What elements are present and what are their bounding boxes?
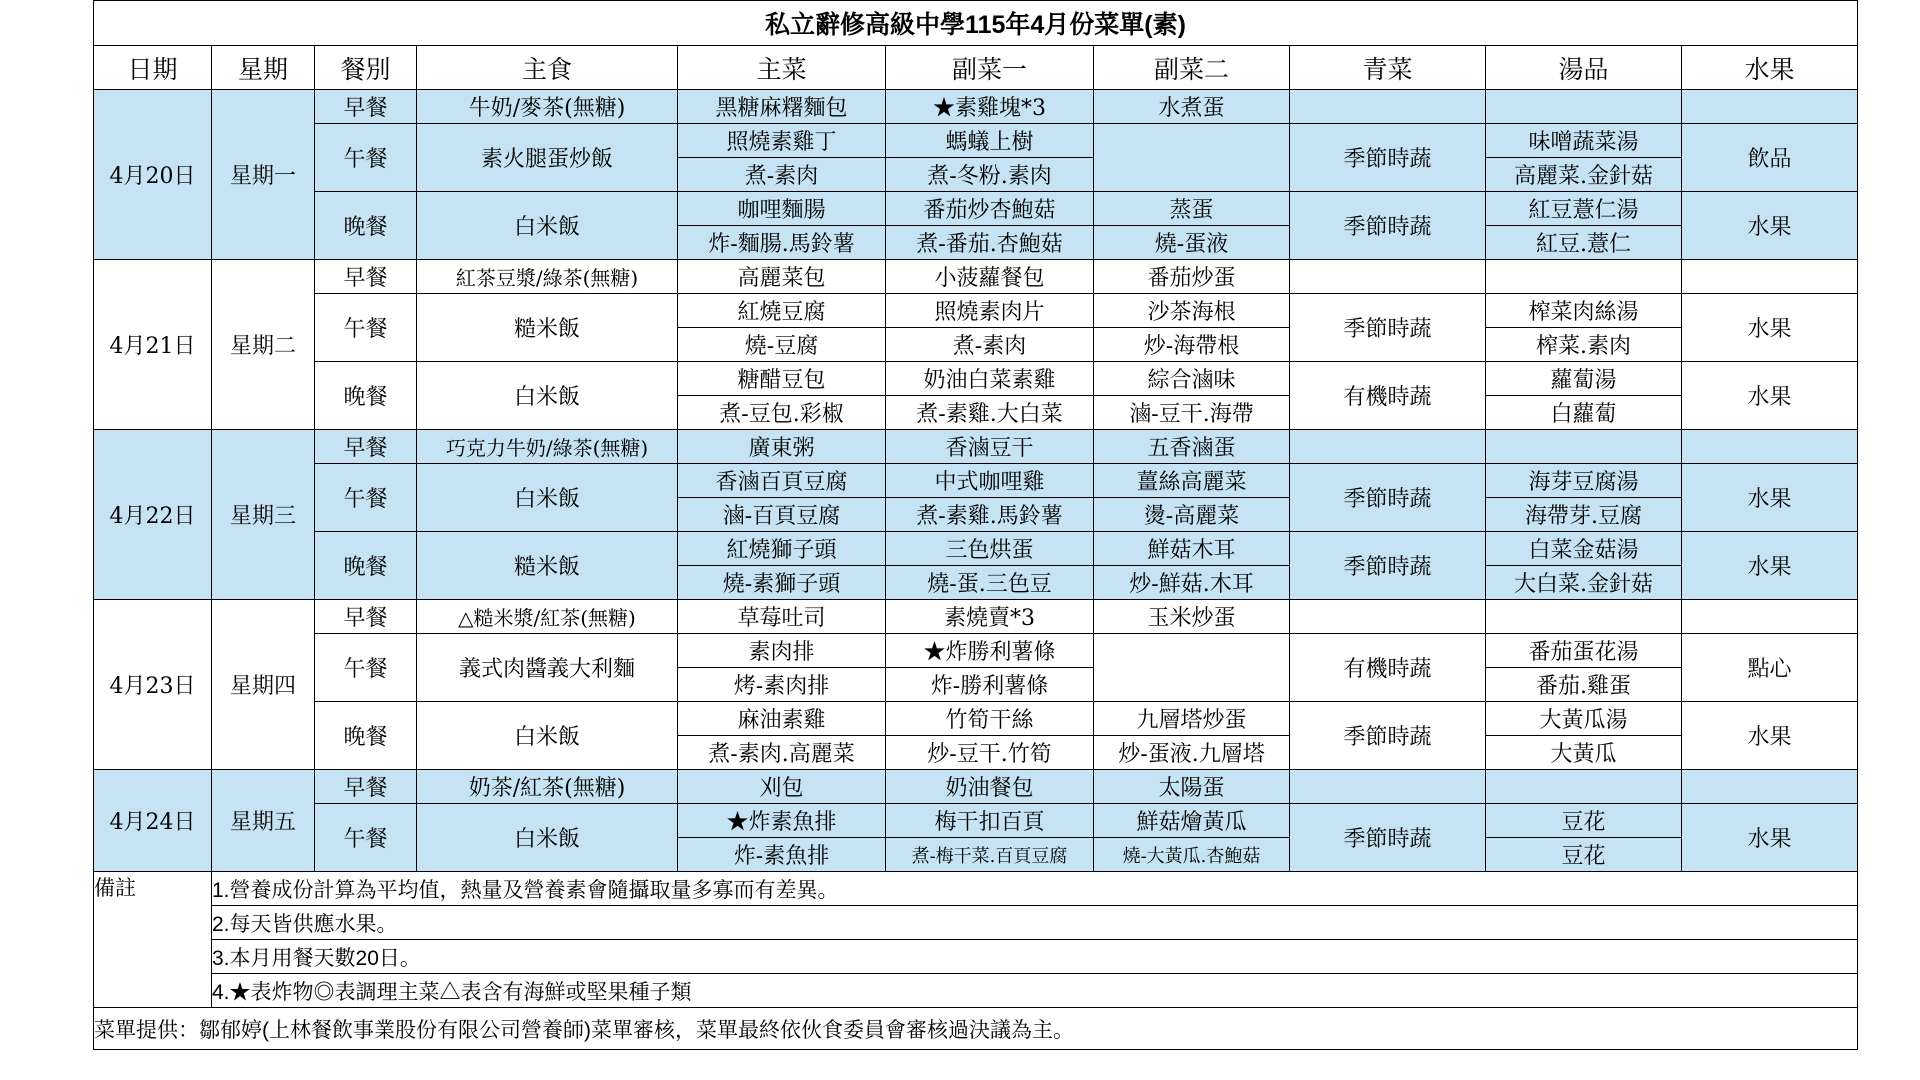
main-dish-cell: 刈包: [678, 770, 886, 804]
side-dish-1-cell: 螞蟻上樹: [886, 124, 1094, 158]
fruit-cell: 水果: [1682, 362, 1858, 430]
soup-cell: [1486, 600, 1682, 634]
staple-cell: 義式肉醬義大利麵: [417, 634, 678, 702]
side-dish-1-cell: 奶油餐包: [886, 770, 1094, 804]
side-dish-2-cell: [1094, 124, 1290, 192]
main-dish-cell: 咖哩麵腸: [678, 192, 886, 226]
soup-ingredients: 大白菜.金針菇: [1486, 566, 1682, 600]
soup-cell: 大黃瓜湯: [1486, 702, 1682, 736]
soup-cell: [1486, 260, 1682, 294]
side-dish-2-cell: 太陽蛋: [1094, 770, 1290, 804]
meal-label: 晚餐: [315, 192, 417, 260]
soup-ingredients: 白蘿蔔: [1486, 396, 1682, 430]
staple-cell: 糙米飯: [417, 532, 678, 600]
side-dish-1-cell: 小菠蘿餐包: [886, 260, 1094, 294]
side-dish-1-cell: ★素雞塊*3: [886, 90, 1094, 124]
meal-label: 早餐: [315, 600, 417, 634]
soup-ingredients: 大黃瓜: [1486, 736, 1682, 770]
column-header-main-dish: 主菜: [678, 46, 886, 90]
soup-ingredients: 海帶芽.豆腐: [1486, 498, 1682, 532]
meal-label: 早餐: [315, 770, 417, 804]
fruit-cell: [1682, 770, 1858, 804]
side-dish-1-ingredients: 煮-梅干菜.百頁豆腐: [886, 838, 1094, 872]
staple-cell: 白米飯: [417, 804, 678, 872]
fruit-cell: [1682, 260, 1858, 294]
date-cell: 4月24日: [94, 770, 212, 872]
main-dish-ingredients: 炸-麵腸.馬鈴薯: [678, 226, 886, 260]
staple-cell: 紅茶豆漿/綠茶(無糖): [417, 260, 678, 294]
fruit-cell: 點心: [1682, 634, 1858, 702]
fruit-cell: 水果: [1682, 702, 1858, 770]
fruit-cell: 飲品: [1682, 124, 1858, 192]
vegetable-cell: 有機時蔬: [1290, 634, 1486, 702]
side-dish-1-cell: 竹筍干絲: [886, 702, 1094, 736]
side-dish-2-ingredients: 燒-蛋液: [1094, 226, 1290, 260]
fruit-cell: 水果: [1682, 532, 1858, 600]
note-text: 1.營養成份計算為平均值，熱量及營養素會隨攝取量多寡而有差異。: [212, 872, 1858, 906]
side-dish-2-cell: 玉米炒蛋: [1094, 600, 1290, 634]
weekday-cell: 星期三: [212, 430, 315, 600]
side-dish-1-cell: 中式咖哩雞: [886, 464, 1094, 498]
staple-cell: 奶茶/紅茶(無糖): [417, 770, 678, 804]
vegetable-cell: [1290, 430, 1486, 464]
menu-row: [94, 430, 1858, 464]
side-dish-2-cell: 鮮菇燴黃瓜: [1094, 804, 1290, 838]
side-dish-2-ingredients: 滷-豆干.海帶: [1094, 396, 1290, 430]
soup-cell: 白菜金菇湯: [1486, 532, 1682, 566]
column-header-fruit: 水果: [1682, 46, 1858, 90]
soup-cell: [1486, 770, 1682, 804]
fruit-cell: [1682, 90, 1858, 124]
column-header-weekday: 星期: [212, 46, 315, 90]
weekday-cell: 星期五: [212, 770, 315, 872]
note-row: [94, 974, 1858, 1008]
main-dish-cell: 麻油素雞: [678, 702, 886, 736]
main-dish-cell: 廣東粥: [678, 430, 886, 464]
side-dish-2-ingredients: 炒-海帶根: [1094, 328, 1290, 362]
main-dish-ingredients: 滷-百頁豆腐: [678, 498, 886, 532]
side-dish-2-cell: 水煮蛋: [1094, 90, 1290, 124]
main-dish-cell: 素肉排: [678, 634, 886, 668]
side-dish-2-cell: 五香滷蛋: [1094, 430, 1290, 464]
side-dish-1-ingredients: 燒-蛋.三色豆: [886, 566, 1094, 600]
side-dish-2-ingredients: 炒-蛋液.九層塔: [1094, 736, 1290, 770]
vegetable-cell: 季節時蔬: [1290, 294, 1486, 362]
main-dish-cell: 草莓吐司: [678, 600, 886, 634]
vegetable-cell: [1290, 90, 1486, 124]
menu-row: [94, 634, 1858, 668]
main-dish-cell: 黑糖麻糬麵包: [678, 90, 886, 124]
side-dish-2-ingredients: 燙-高麗菜: [1094, 498, 1290, 532]
note-text: 3.本月用餐天數20日。: [212, 940, 1858, 974]
side-dish-2-cell: 番茄炒蛋: [1094, 260, 1290, 294]
main-dish-ingredients: 煮-豆包.彩椒: [678, 396, 886, 430]
fruit-cell: [1682, 600, 1858, 634]
menu-row: [94, 90, 1858, 124]
column-header-vegetable: 青菜: [1290, 46, 1486, 90]
vegetable-cell: [1290, 260, 1486, 294]
vegetable-cell: 季節時蔬: [1290, 532, 1486, 600]
header-row: [94, 46, 1858, 90]
column-header-soup: 湯品: [1486, 46, 1682, 90]
soup-ingredients: 豆花: [1486, 838, 1682, 872]
weekday-cell: 星期二: [212, 260, 315, 430]
fruit-cell: 水果: [1682, 804, 1858, 872]
fruit-cell: [1682, 430, 1858, 464]
side-dish-2-cell: 薑絲高麗菜: [1094, 464, 1290, 498]
side-dish-2-cell: [1094, 634, 1290, 702]
weekday-cell: 星期一: [212, 90, 315, 260]
footer-text: 菜單提供：鄒郁婷(上林餐飲事業股份有限公司營養師)菜單審核，菜單最終依伙食委員會審核過決議為主。: [94, 1008, 1858, 1050]
vegetable-cell: 季節時蔬: [1290, 192, 1486, 260]
side-dish-1-ingredients: 煮-素雞.馬鈴薯: [886, 498, 1094, 532]
notes-label: 備註: [94, 872, 212, 1008]
side-dish-1-cell: 奶油白菜素雞: [886, 362, 1094, 396]
date-cell: 4月20日: [94, 90, 212, 260]
meal-label: 午餐: [315, 634, 417, 702]
fruit-cell: 水果: [1682, 294, 1858, 362]
staple-cell: 白米飯: [417, 192, 678, 260]
side-dish-2-ingredients: 燒-大黃瓜.杏鮑菇: [1094, 838, 1290, 872]
meal-label: 午餐: [315, 294, 417, 362]
soup-ingredients: 紅豆.薏仁: [1486, 226, 1682, 260]
staple-cell: △糙米漿/紅茶(無糖): [417, 600, 678, 634]
menu-row: [94, 464, 1858, 498]
side-dish-1-ingredients: 煮-番茄.杏鮑菇: [886, 226, 1094, 260]
main-dish-ingredients: 燒-豆腐: [678, 328, 886, 362]
side-dish-2-cell: 綜合滷味: [1094, 362, 1290, 396]
menu-row: [94, 532, 1858, 566]
soup-cell: [1486, 430, 1682, 464]
side-dish-2-ingredients: 炒-鮮菇.木耳: [1094, 566, 1290, 600]
menu-row: [94, 600, 1858, 634]
side-dish-1-ingredients: 煮-素雞.大白菜: [886, 396, 1094, 430]
staple-cell: 素火腿蛋炒飯: [417, 124, 678, 192]
column-header-meal: 餐別: [315, 46, 417, 90]
main-dish-ingredients: 烤-素肉排: [678, 668, 886, 702]
staple-cell: 巧克力牛奶/綠茶(無糖): [417, 430, 678, 464]
main-dish-cell: 紅燒獅子頭: [678, 532, 886, 566]
note-row: [94, 906, 1858, 940]
column-header-staple: 主食: [417, 46, 678, 90]
menu-sheet: [93, 0, 1858, 1050]
menu-row: [94, 702, 1858, 736]
vegetable-cell: [1290, 600, 1486, 634]
meal-label: 早餐: [315, 430, 417, 464]
page-title: 私立辭修高級中學115年4月份菜單(素): [94, 1, 1858, 46]
vegetable-cell: 季節時蔬: [1290, 702, 1486, 770]
side-dish-1-cell: ★炸勝利薯條: [886, 634, 1094, 668]
soup-cell: 紅豆薏仁湯: [1486, 192, 1682, 226]
side-dish-1-cell: 三色烘蛋: [886, 532, 1094, 566]
menu-row: [94, 124, 1858, 158]
note-row: [94, 872, 1858, 906]
soup-cell: 味噌蔬菜湯: [1486, 124, 1682, 158]
main-dish-cell: 香滷百頁豆腐: [678, 464, 886, 498]
side-dish-1-cell: 照燒素肉片: [886, 294, 1094, 328]
vegetable-cell: 季節時蔬: [1290, 124, 1486, 192]
date-cell: 4月22日: [94, 430, 212, 600]
side-dish-1-cell: 素燒賣*3: [886, 600, 1094, 634]
meal-label: 午餐: [315, 804, 417, 872]
vegetable-cell: [1290, 770, 1486, 804]
menu-row: [94, 770, 1858, 804]
meal-label: 午餐: [315, 124, 417, 192]
soup-cell: [1486, 90, 1682, 124]
staple-cell: 糙米飯: [417, 294, 678, 362]
vegetable-cell: 季節時蔬: [1290, 464, 1486, 532]
note-text: 2.每天皆供應水果。: [212, 906, 1858, 940]
side-dish-1-cell: 香滷豆干: [886, 430, 1094, 464]
menu-row: [94, 294, 1858, 328]
soup-cell: 海芽豆腐湯: [1486, 464, 1682, 498]
footer-row: [94, 1008, 1858, 1050]
side-dish-1-ingredients: 炸-勝利薯條: [886, 668, 1094, 702]
side-dish-1-ingredients: 煮-冬粉.素肉: [886, 158, 1094, 192]
soup-ingredients: 番茄.雞蛋: [1486, 668, 1682, 702]
main-dish-cell: 紅燒豆腐: [678, 294, 886, 328]
soup-cell: 番茄蛋花湯: [1486, 634, 1682, 668]
menu-row: [94, 804, 1858, 838]
side-dish-1-cell: 番茄炒杏鮑菇: [886, 192, 1094, 226]
main-dish-ingredients: 炸-素魚排: [678, 838, 886, 872]
meal-label: 早餐: [315, 260, 417, 294]
side-dish-2-cell: 九層塔炒蛋: [1094, 702, 1290, 736]
fruit-cell: 水果: [1682, 464, 1858, 532]
menu-row: [94, 260, 1858, 294]
side-dish-1-ingredients: 煮-素肉: [886, 328, 1094, 362]
meal-label: 午餐: [315, 464, 417, 532]
soup-cell: 榨菜肉絲湯: [1486, 294, 1682, 328]
side-dish-2-cell: 沙茶海根: [1094, 294, 1290, 328]
staple-cell: 白米飯: [417, 362, 678, 430]
side-dish-1-cell: 梅干扣百頁: [886, 804, 1094, 838]
main-dish-ingredients: 煮-素肉.高麗菜: [678, 736, 886, 770]
soup-cell: 蘿蔔湯: [1486, 362, 1682, 396]
side-dish-2-cell: 鮮菇木耳: [1094, 532, 1290, 566]
main-dish-ingredients: 煮-素肉: [678, 158, 886, 192]
staple-cell: 白米飯: [417, 464, 678, 532]
main-dish-cell: 高麗菜包: [678, 260, 886, 294]
menu-row: [94, 362, 1858, 396]
note-row: [94, 940, 1858, 974]
vegetable-cell: 季節時蔬: [1290, 804, 1486, 872]
date-cell: 4月21日: [94, 260, 212, 430]
menu-row: [94, 192, 1858, 226]
menu-table: [93, 0, 1858, 1050]
vegetable-cell: 有機時蔬: [1290, 362, 1486, 430]
meal-label: 早餐: [315, 90, 417, 124]
meal-label: 晚餐: [315, 702, 417, 770]
main-dish-cell: ★炸素魚排: [678, 804, 886, 838]
main-dish-cell: 照燒素雞丁: [678, 124, 886, 158]
date-cell: 4月23日: [94, 600, 212, 770]
column-header-date: 日期: [94, 46, 212, 90]
meal-label: 晚餐: [315, 362, 417, 430]
meal-label: 晚餐: [315, 532, 417, 600]
soup-ingredients: 高麗菜.金針菇: [1486, 158, 1682, 192]
main-dish-ingredients: 燒-素獅子頭: [678, 566, 886, 600]
side-dish-2-cell: 蒸蛋: [1094, 192, 1290, 226]
staple-cell: 牛奶/麥茶(無糖): [417, 90, 678, 124]
side-dish-1-ingredients: 炒-豆干.竹筍: [886, 736, 1094, 770]
staple-cell: 白米飯: [417, 702, 678, 770]
main-dish-cell: 糖醋豆包: [678, 362, 886, 396]
note-text: 4.★表炸物◎表調理主菜△表含有海鮮或堅果種子類: [212, 974, 1858, 1008]
soup-cell: 豆花: [1486, 804, 1682, 838]
soup-ingredients: 榨菜.素肉: [1486, 328, 1682, 362]
fruit-cell: 水果: [1682, 192, 1858, 260]
column-header-side-dish-1: 副菜一: [886, 46, 1094, 90]
column-header-side-dish-2: 副菜二: [1094, 46, 1290, 90]
weekday-cell: 星期四: [212, 600, 315, 770]
